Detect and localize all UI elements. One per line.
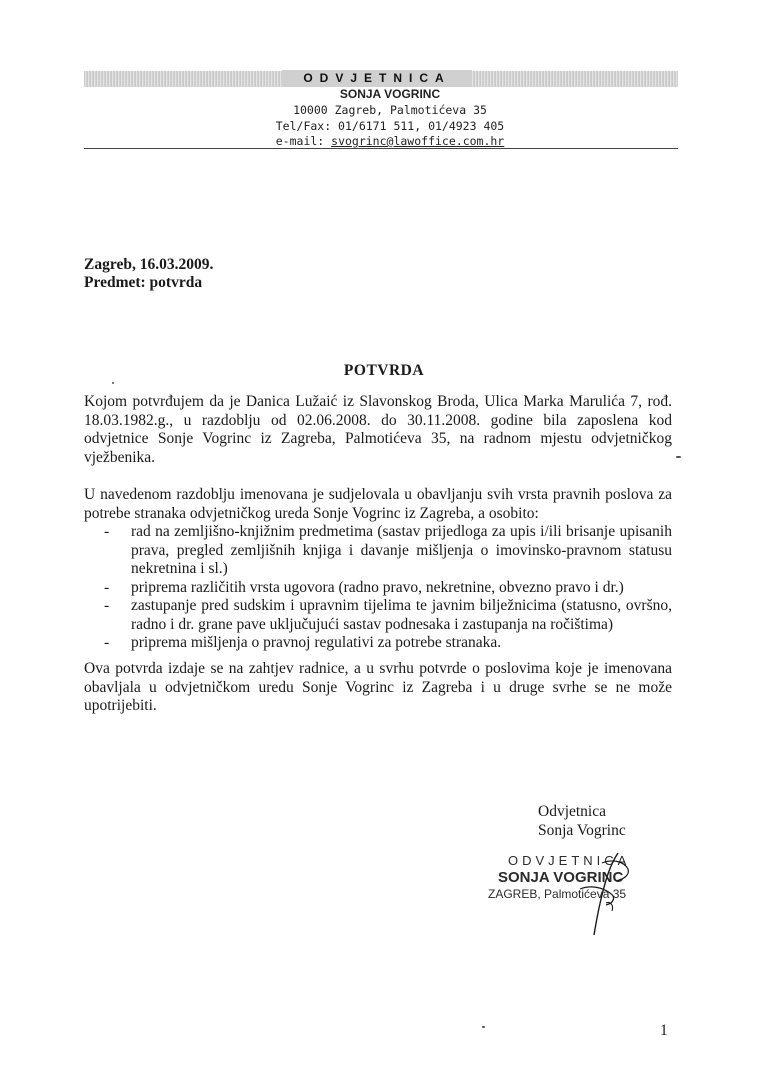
email-label: e-mail:: [275, 134, 332, 148]
paragraph-confirmation: Kojom potvrđujem da je Danica Lužaić iz Slavonskog Broda, Ulica Marka Marulića 7, rođ. 18.03.1982.g., u razdoblju od 02.06.2008. do 30.11.2008. godine bila zaposlena kod odvjetnice Sonje Vogrinc iz Zagreba, Palmotićeva 35, na radnom mjestu odvjetničkog vježbenika.: [84, 393, 672, 466]
letterhead-divider: [84, 148, 678, 149]
stamp-line-name: SONJA VOGRINC: [498, 869, 624, 886]
letterhead-email: [0, 134, 768, 148]
signatory-role: Odvjetnica: [538, 803, 607, 820]
duties-list: [84, 523, 672, 653]
list-item: - rad na zemljišno-knjižnim predmetima (sastav prijedloga za upis i/ili brisanje upisanih prava, pregled zemljišnih knjiga i davanje mišljenja o imovinsko-pravnom statusu nekretnina i sl.): [84, 523, 672, 579]
scan-speck: [676, 456, 681, 458]
scan-speck: [112, 382, 114, 384]
signatory-name: Sonja Vogrinc: [538, 822, 626, 839]
stamp-line-firm: ODVJETNICA: [508, 853, 631, 868]
paragraph-purpose: Ova potvrda izdaje se na zahtjev radnice, a u svrhu potvrde o poslovima koje je imenovana obavljala u odvjetničkom uredu Sonje Vogrinc iz Zagreba i u druge svrhe se ne može upotrijebiti.: [84, 660, 672, 714]
scan-speck: [482, 1026, 485, 1028]
document-date: Zagreb, 16.03.2009.: [84, 256, 214, 273]
list-item: - priprema mišljenja o pravnoj regulativi za potrebe stranaka.: [84, 634, 672, 653]
page-number: 1: [660, 1022, 668, 1039]
paragraph-duties-intro: U navedenom razdoblju imenovana je sudjelovala u obavljanju svih vrsta pravnih poslova za potrebe stranaka odvjetničkog ureda Sonje Vogrinc iz Zagreba, a osobito:: [84, 486, 672, 522]
handwritten-signature: [540, 845, 660, 940]
letterhead-address: 10000 Zagreb, Palmotićeva 35: [293, 103, 487, 117]
letterhead-firm: ODVJETNICA: [282, 70, 472, 87]
document-subject: Predmet: potvrda: [84, 274, 203, 291]
document-title: POTVRDA: [343, 362, 425, 379]
email-link[interactable]: svogrinc@lawoffice.com.hr: [331, 134, 505, 148]
letterhead-telfax: Tel/Fax: 01/6171 511, 01/4923 405: [275, 119, 505, 133]
list-item: - zastupanje pred sudskim i upravnim tijelima te javnim bilježnicima (statusno, ovršno, radno i dr. grane pave uključujući sastav podnesaka i zastupanja na ročištima): [84, 597, 672, 634]
letterhead-name: SONJA VOGRINC: [339, 87, 441, 101]
stamp-line-address: ZAGREB, Palmotićeva 35: [488, 887, 627, 901]
list-item: - priprema različitih vrsta ugovora (radno pravo, nekretnine, obvezno pravo i dr.): [84, 579, 672, 598]
